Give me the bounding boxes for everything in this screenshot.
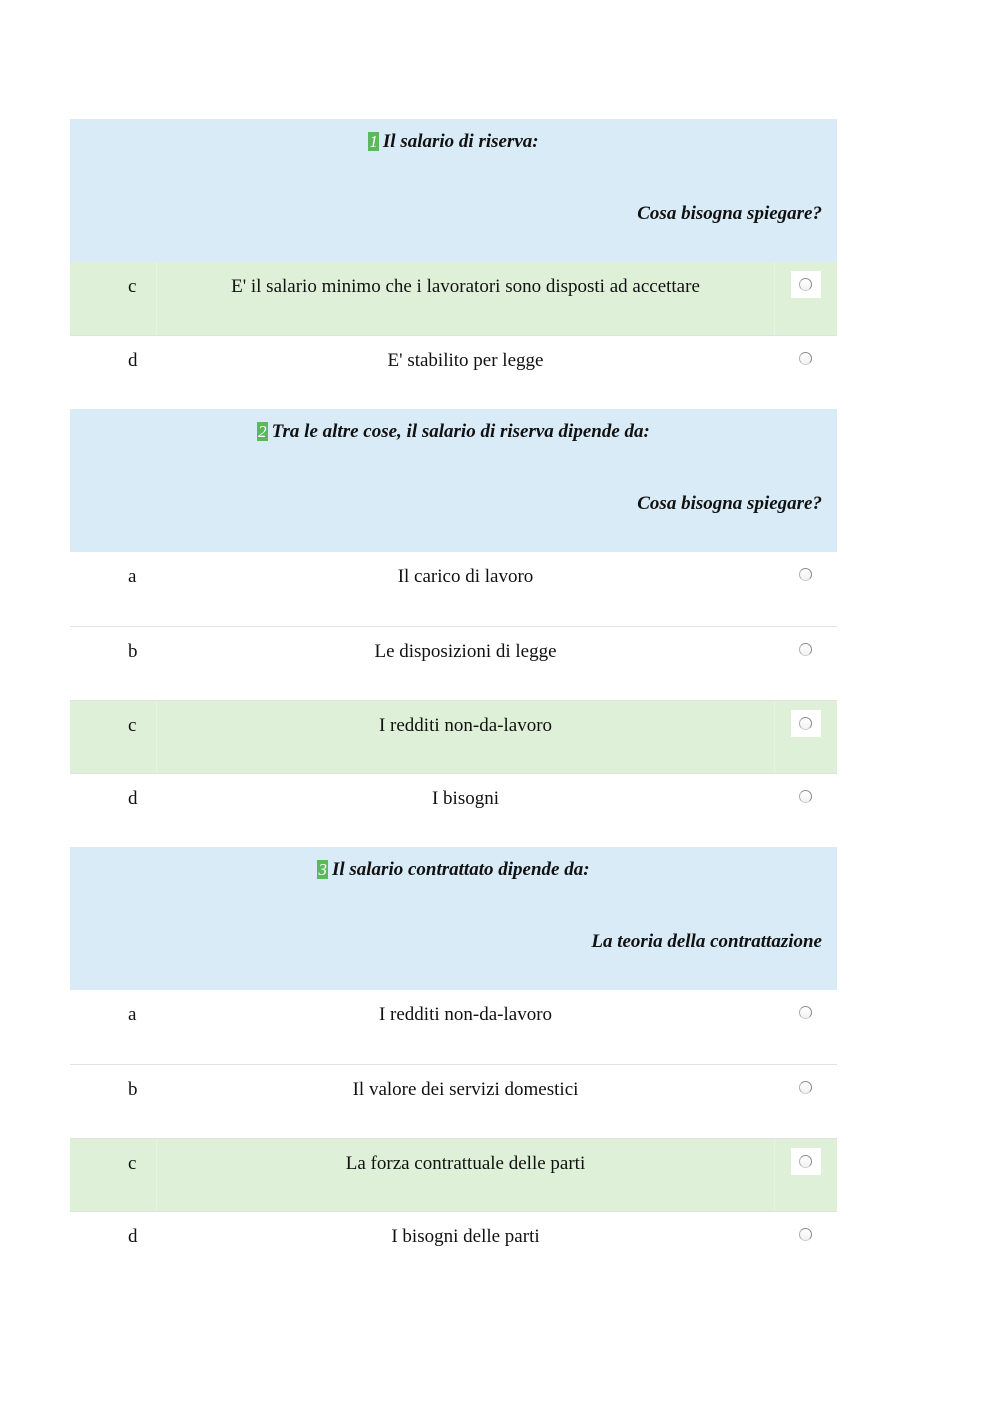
radio-button[interactable] <box>799 278 812 291</box>
option-text: I bisogni <box>431 788 500 809</box>
radio-button[interactable] <box>799 1228 812 1241</box>
question-text: Il salario di riserva: <box>382 131 539 152</box>
option-letter: b <box>128 1079 138 1100</box>
answer-option[interactable] <box>70 335 837 409</box>
question-subtitle: Cosa bisogna spiegare? <box>637 493 822 514</box>
question-subtitle: La teoria della contrattazione <box>591 931 822 952</box>
radio-button[interactable] <box>799 790 812 803</box>
question-title <box>70 131 837 153</box>
radio-button[interactable] <box>799 717 812 730</box>
option-text: Il carico di lavoro <box>397 566 534 587</box>
question-text: Il salario contrattato dipende da: <box>331 859 590 880</box>
answer-option[interactable] <box>70 262 837 335</box>
radio-box <box>791 561 821 588</box>
option-letter-cell <box>70 262 157 335</box>
option-text: I redditi non-da-lavoro <box>378 715 553 736</box>
quiz <box>70 119 837 1285</box>
option-letter: c <box>128 1153 137 1174</box>
option-text: Il valore dei servizi domestici <box>352 1079 579 1100</box>
radio-box <box>791 783 821 810</box>
option-text: E' il salario minimo che i lavoratori sono disposti ad accettare <box>231 276 700 297</box>
option-letter: d <box>128 788 138 809</box>
radio-button[interactable] <box>799 1155 812 1168</box>
radio-button[interactable] <box>799 352 812 365</box>
option-letter: c <box>128 715 137 736</box>
option-letter: b <box>128 641 138 662</box>
radio-button[interactable] <box>799 643 812 656</box>
radio-box <box>791 636 821 663</box>
question-header <box>70 847 837 990</box>
radio-box <box>791 710 821 737</box>
question-number-badge: 3 <box>318 860 327 879</box>
option-text: E' stabilito per legge <box>387 350 544 371</box>
radio-box <box>791 999 821 1026</box>
option-letter: a <box>128 1004 137 1025</box>
question-number-badge: 1 <box>369 132 378 151</box>
option-text: Le disposizioni di legge <box>374 641 557 662</box>
radio-box <box>791 271 821 298</box>
radio-button[interactable] <box>799 568 812 581</box>
option-text: La forza contrattuale delle parti <box>345 1153 586 1174</box>
option-letter: d <box>128 350 138 371</box>
answer-option[interactable] <box>70 1211 837 1285</box>
option-letter: d <box>128 1226 138 1247</box>
radio-box <box>791 1221 821 1248</box>
answer-option[interactable] <box>70 1064 837 1138</box>
radio-box <box>791 345 821 372</box>
question-text: Tra le altre cose, il salario di riserva dipende da: <box>271 421 650 442</box>
question-number-badge: 2 <box>258 422 267 441</box>
question-header <box>70 119 837 262</box>
question-title <box>70 859 837 881</box>
answer-option[interactable] <box>70 552 837 626</box>
option-text: I redditi non-da-lavoro <box>378 1004 553 1025</box>
option-letter-cell <box>70 701 157 773</box>
radio-box <box>791 1148 821 1175</box>
answer-option[interactable] <box>70 773 837 847</box>
answer-option[interactable] <box>70 700 837 773</box>
option-letter: c <box>128 276 137 297</box>
radio-button[interactable] <box>799 1006 812 1019</box>
option-letter: a <box>128 566 137 587</box>
option-letter-cell <box>70 1139 157 1211</box>
answer-option[interactable] <box>70 626 837 700</box>
radio-box <box>791 1074 821 1101</box>
radio-button[interactable] <box>799 1081 812 1094</box>
question-subtitle: Cosa bisogna spiegare? <box>637 203 822 224</box>
question-title <box>70 421 837 443</box>
option-text: I bisogni delle parti <box>391 1226 540 1247</box>
answer-option[interactable] <box>70 990 837 1064</box>
question-header <box>70 409 837 552</box>
answer-option[interactable] <box>70 1138 837 1211</box>
